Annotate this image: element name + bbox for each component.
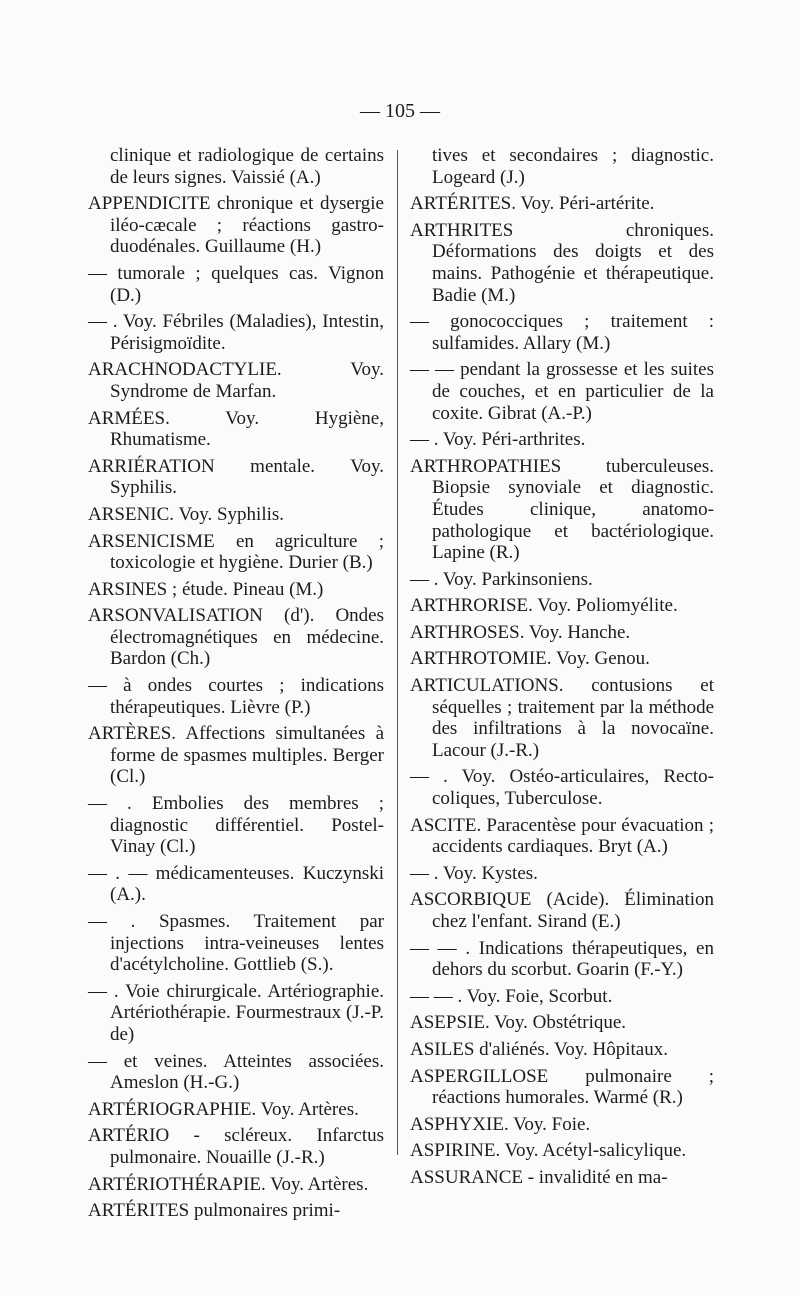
index-entry: ARSONVALISATION (d'). Ondes électromagnétiques en médecine. Bardon (Ch.) <box>88 605 384 670</box>
index-entry: APPENDICITE chronique et dysergie iléo-cæcale ; réactions gastro-duodénales. Guillaume (H.) <box>88 193 384 258</box>
index-entry: ARTÉRIOGRAPHIE. Voy. Artères. <box>88 1098 359 1120</box>
index-entry: — . Voy. Fébriles (Maladies), Intestin, Périsigmoïdite. <box>88 311 384 354</box>
index-entry: — . Embolies des membres ; diagnostic différentiel. Postel-Vinay (Cl.) <box>88 793 384 858</box>
index-entry: ARTHROTOMIE. Voy. Genou. <box>410 648 650 670</box>
index-entry: ARTÈRES. Affections simultanées à forme de spasmes multiples. Berger (Cl.) <box>88 723 384 788</box>
index-entry: ARTHROPATHIES tuberculeuses. Biopsie synoviale et diagnostic. Études clinique, anatomo-pathologique et bactériologique. Lapine (R.) <box>410 455 714 564</box>
index-entry: — — . Voy. Foie, Scorbut. <box>410 985 613 1007</box>
index-entry: ASPIRINE. Voy. Acétyl-salicylique. <box>410 1140 687 1162</box>
index-entry: ARTHROSES. Voy. Hanche. <box>410 621 631 643</box>
index-entry: ASPHYXIE. Voy. Foie. <box>410 1113 591 1135</box>
right-column <box>410 145 714 1194</box>
page-number: — 105 — <box>360 100 440 122</box>
index-entry: ARMÉES. Voy. Hygiène, Rhumatisme. <box>88 407 384 451</box>
index-entry: — . Voie chirurgicale. Artériographie. Artériothérapie. Fourmestraux (J.-P. de) <box>88 980 384 1045</box>
index-entry: ASEPSIE. Voy. Obstétrique. <box>410 1012 627 1034</box>
index-entry: — gonococciques ; traitement : sulfamides. Allary (M.) <box>410 311 714 354</box>
index-entry: — à ondes courtes ; indications thérapeutiques. Lièvre (P.) <box>88 675 384 718</box>
index-entry: ASSURANCE - invalidité en ma- <box>410 1166 668 1188</box>
index-entry: ARSENIC. Voy. Syphilis. <box>88 503 285 525</box>
index-entry: ARTÉRIOTHÉRAPIE. Voy. Artères. <box>88 1173 369 1195</box>
column-divider <box>397 150 398 1155</box>
index-entry: — . Voy. Kystes. <box>410 862 538 884</box>
index-entry: — — pendant la grossesse et les suites de couches, et en particulier de la coxite. Gibrat (A.-P.) <box>410 359 714 424</box>
index-entry: ARTHRITES chroniques. Déformations des doigts et des mains. Pathogénie et thérapeutique. Badie (M.) <box>410 219 714 306</box>
index-entry: ASCITE. Paracentèse pour évacuation ; accidents cardiaques. Bryt (A.) <box>410 814 714 858</box>
index-entry: ARTÉRITES. Voy. Péri-artérite. <box>410 193 655 215</box>
index-entry: ASCORBIQUE (Acide). Élimination chez l'enfant. Sirand (E.) <box>410 889 714 932</box>
index-entry: ARTÉRIO - scléreux. Infarctus pulmonaire. Nouaille (J.-R.) <box>88 1125 384 1168</box>
index-entry: ARRIÉRATION mentale. Voy. Syphilis. <box>88 455 384 499</box>
index-entry: ASILES d'aliénés. Voy. Hôpitaux. <box>410 1038 668 1060</box>
index-entry: ARSENICISME en agriculture ; toxicologie et hygiène. Durier (B.) <box>88 530 384 574</box>
index-entry: — . Voy. Ostéo-articulaires, Recto-coliques, Tuberculose. <box>410 766 714 810</box>
index-entry: ARTÉRITES pulmonaires primi- <box>88 1200 341 1222</box>
index-entry: — . Voy. Péri-arthrites. <box>410 429 586 451</box>
index-entry: clinique et radiologique de certains de leurs signes. Vaissié (A.) <box>110 145 384 188</box>
index-entry: ARTICULATIONS. contusions et séquelles ; traitement par la méthode des infiltrations à la novocaïne. Lacour (J.-R.) <box>410 675 714 761</box>
index-entry: — . Voy. Parkinsoniens. <box>410 568 593 590</box>
index-entry: — . Spasmes. Traitement par injections intra-veineuses lentes d'acétylcholine. Gottlieb (S.). <box>88 911 384 976</box>
index-entry: ARTHRORISE. Voy. Poliomyélite. <box>410 595 678 617</box>
left-column <box>88 145 384 1227</box>
index-entry: ASPERGILLOSE pulmonaire ; réactions humorales. Warmé (R.) <box>410 1065 714 1109</box>
index-entry: ARACHNODACTYLIE. Voy. Syndrome de Marfan. <box>88 359 384 402</box>
index-entry: ARSINES ; étude. Pineau (M.) <box>88 578 324 600</box>
index-entry: tives et secondaires ; diagnostic. Logeard (J.) <box>432 145 714 188</box>
index-entry: — — . Indications thérapeutiques, en dehors du scorbut. Goarin (F.-Y.) <box>410 937 714 981</box>
index-entry: — tumorale ; quelques cas. Vignon (D.) <box>88 262 384 306</box>
index-entry: — et veines. Atteintes associées. Ameslon (H.-G.) <box>88 1050 384 1094</box>
index-entry: — . — médicamenteuses. Kuczynski (A.). <box>88 862 384 906</box>
